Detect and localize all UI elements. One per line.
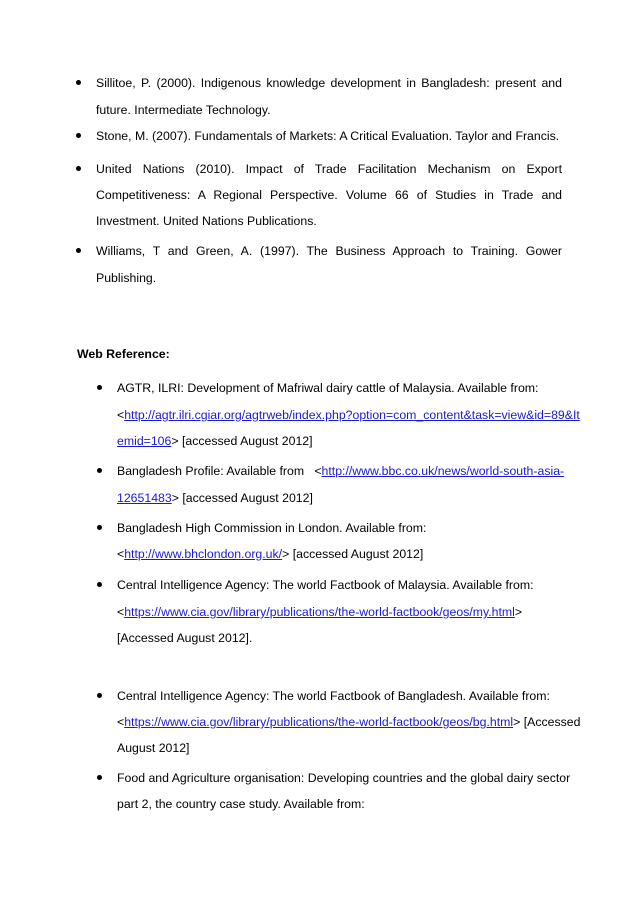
reference-link[interactable]: https://www.cia.gov/library/publications/the-world-factbook/geos/my.html	[124, 605, 515, 619]
web-reference-title: Central Intelligence Agency: The world Factbook of Malaysia. Available from:	[117, 578, 534, 592]
accessed-date: [accessed August 2012]	[289, 547, 424, 561]
reference-line: Williams, T and Green, A. (1997). The Business Approach to Training. Gower	[96, 244, 562, 258]
accessed-date: August 2012]	[117, 741, 190, 755]
bullet	[97, 582, 102, 587]
reference-line: Publishing.	[96, 271, 157, 285]
web-reference-url-line: 12651483> [accessed August 2012]	[117, 491, 313, 505]
web-reference-title: part 2, the country case study. Available from:	[117, 797, 365, 811]
section-heading: Web Reference:	[77, 347, 170, 361]
web-reference-title: Food and Agriculture organisation: Developing countries and the global dairy sector	[117, 771, 571, 785]
web-reference-url-line: <http://agtr.ilri.cgiar.org/agtrweb/index.php?option=com_content&task=view&id=89&It	[117, 408, 580, 422]
bullet	[76, 166, 81, 171]
accessed-date: [Accessed	[520, 715, 581, 729]
bullet	[97, 468, 102, 473]
reference-link[interactable]: emid=106	[117, 434, 172, 448]
reference-link[interactable]: http://www.bhclondon.org.uk/	[124, 547, 283, 561]
reference-link[interactable]: https://www.cia.gov/library/publications/the-world-factbook/geos/bg.html	[124, 715, 514, 729]
bullet	[97, 775, 102, 780]
web-reference-title: Bangladesh High Commission in London. Available from:	[117, 521, 427, 535]
reference-line: future. Intermediate Technology.	[96, 103, 271, 117]
reference-line: United Nations (2010). Impact of Trade Facilitation Mechanism on Export	[96, 162, 562, 176]
web-reference-title: Central Intelligence Agency: The world Factbook of Bangladesh. Available from:	[117, 689, 550, 703]
bullet	[97, 693, 102, 698]
accessed-date: [Accessed August 2012].	[117, 631, 253, 645]
bullet	[76, 248, 81, 253]
bullet	[97, 525, 102, 530]
bullet	[76, 133, 81, 138]
accessed-date: [accessed August 2012]	[178, 434, 313, 448]
accessed-date: [accessed August 2012]	[178, 491, 313, 505]
reference-link[interactable]: 12651483	[117, 491, 172, 505]
web-reference-title-line: Bangladesh Profile: Available from <http://www.bbc.co.uk/news/world-south-asia-	[117, 464, 565, 478]
web-reference-url-line: <https://www.cia.gov/library/publications/the-world-factbook/geos/bg.html> [Accessed	[117, 715, 581, 729]
web-reference-title: AGTR, ILRI: Development of Mafriwal dairy cattle of Malaysia. Available from:	[117, 381, 539, 395]
reference-line: Stone, M. (2007). Fundamentals of Markets: A Critical Evaluation. Taylor and Francis.	[96, 129, 560, 143]
web-reference-url-line: <https://www.cia.gov/library/publications/the-world-factbook/geos/my.html>	[117, 605, 523, 619]
reference-link[interactable]: http://www.bbc.co.uk/news/world-south-asia-	[321, 464, 565, 478]
bullet	[97, 385, 102, 390]
reference-link[interactable]: http://agtr.ilri.cgiar.org/agtrweb/index.php?option=com_content&task=view&id=89&It	[124, 408, 580, 422]
reference-line: Investment. United Nations Publications.	[96, 214, 317, 228]
web-reference-url-line: <http://www.bhclondon.org.uk/> [accessed August 2012]	[117, 547, 424, 561]
reference-line: Sillitoe, P. (2000). Indigenous knowledge development in Bangladesh: present and	[96, 76, 562, 90]
web-reference-title: Bangladesh Profile: Available from	[117, 464, 305, 478]
bullet	[76, 80, 81, 85]
web-reference-url-line: emid=106> [accessed August 2012]	[117, 434, 313, 448]
reference-line: Competitiveness: A Regional Perspective. Volume 66 of Studies in Trade and	[96, 188, 562, 202]
